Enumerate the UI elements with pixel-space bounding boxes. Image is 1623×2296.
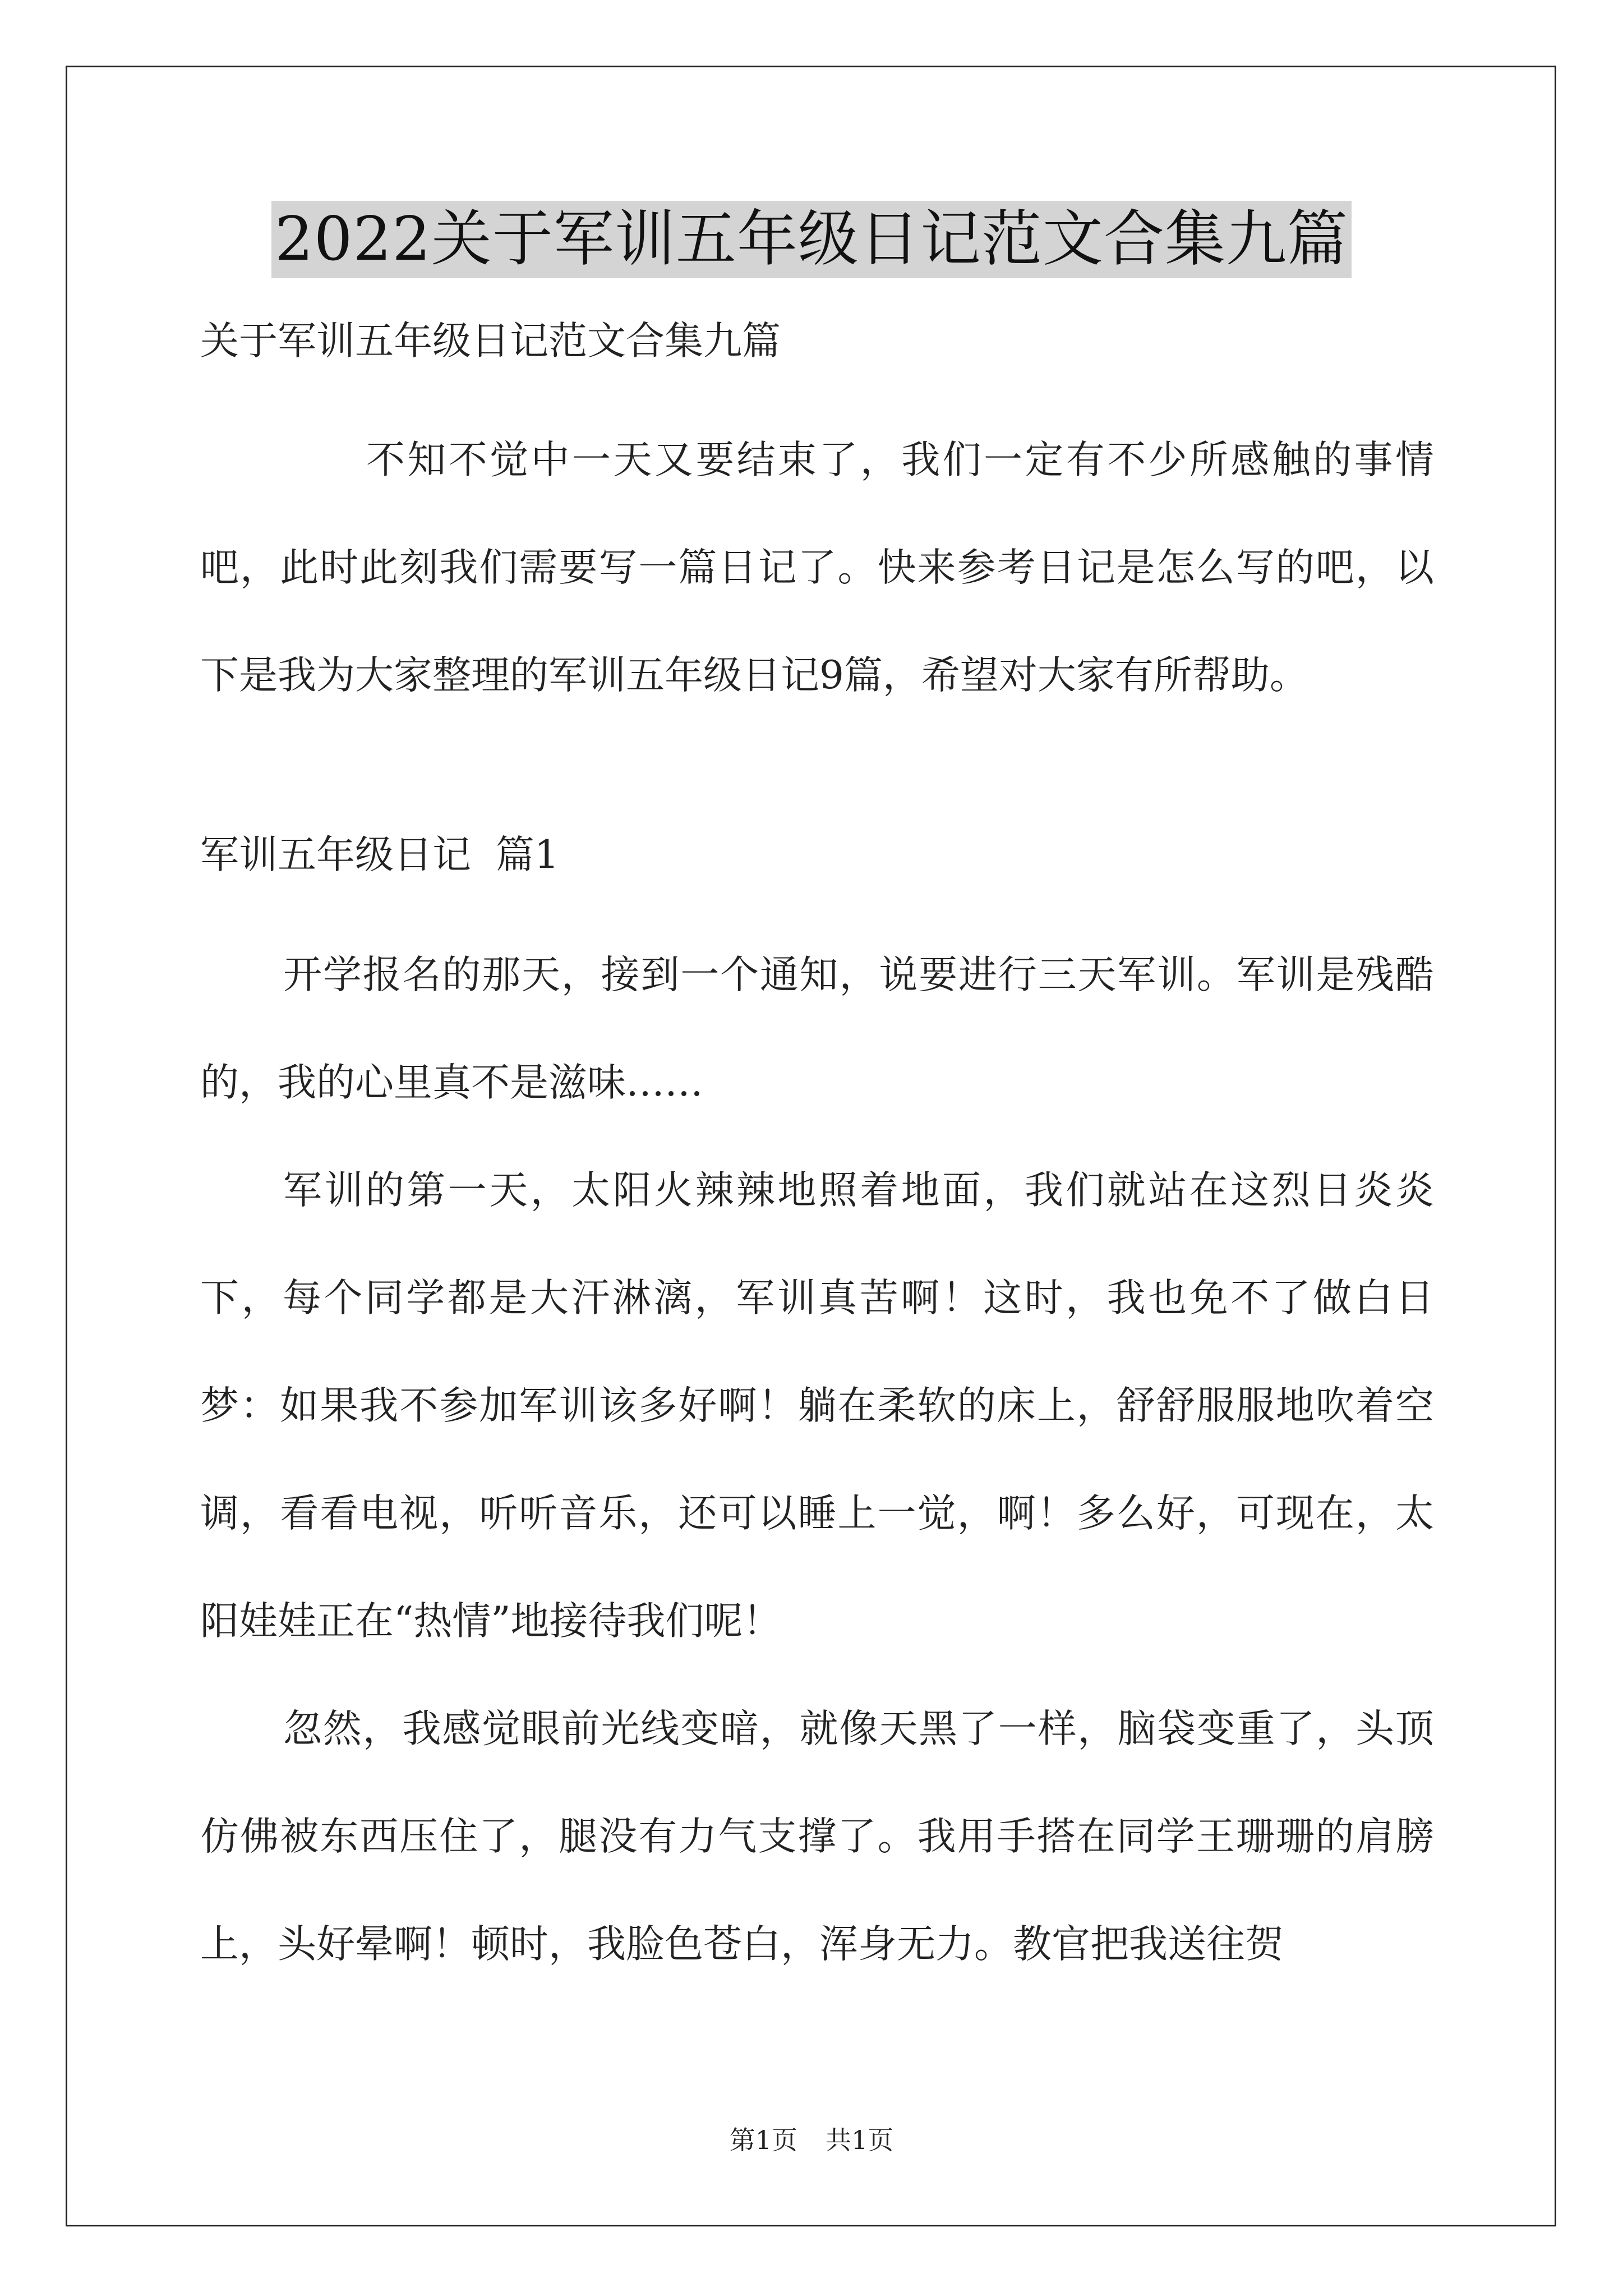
document-subtitle: 关于军训五年级日记范文合集九篇 <box>200 319 781 364</box>
body-paragraph-3: 忽然，我感觉眼前光线变暗，就像天黑了一样，脑袋变重了，头顶仿佛被东西压住了，腿没有力气支撑了。我用手搭在同学王珊珊的肩膀上，头好晕啊！顿时，我脸色苍白，浑身无力。教官把我送往贺 <box>200 1706 1434 1967</box>
intro-paragraph: 不知不觉中一天又要结束了，我们一定有不少所感触的事情吧，此时此刻我们需要写一篇日记了。快来参考日记是怎么写的吧，以下是我为大家整理的军训五年级日记9篇，希望对大家有所帮助。 <box>200 438 1434 698</box>
title-container <box>0 201 1623 278</box>
body-paragraph-2: 军训的第一天，太阳火辣辣地照着地面，我们就站在这烈日炎炎下，每个同学都是大汗淋漓，军训真苦啊！这时，我也免不了做白日梦：如果我不参加军训该多好啊！躺在柔软的床上，舒舒服服地吹着空调，看看电视，听听音乐，还可以睡上一觉，啊！多么好，可现在，太阳娃娃正在“热情”地接待我们呢！ <box>200 1168 1434 1644</box>
page-number: 第1页 <box>729 2125 797 2155</box>
page-total: 共1页 <box>826 2125 894 2155</box>
body-paragraph-1: 开学报名的那天，接到一个通知，说要进行三天军训。军训是残酷的，我的心里真不是滋味…… <box>200 953 1434 1105</box>
page-footer <box>0 2123 1623 2157</box>
section-heading: 军训五年级日记 篇1 <box>200 832 559 877</box>
document-title: 2022关于军训五年级日记范文合集九篇 <box>271 201 1352 278</box>
document-body <box>200 314 1434 1998</box>
